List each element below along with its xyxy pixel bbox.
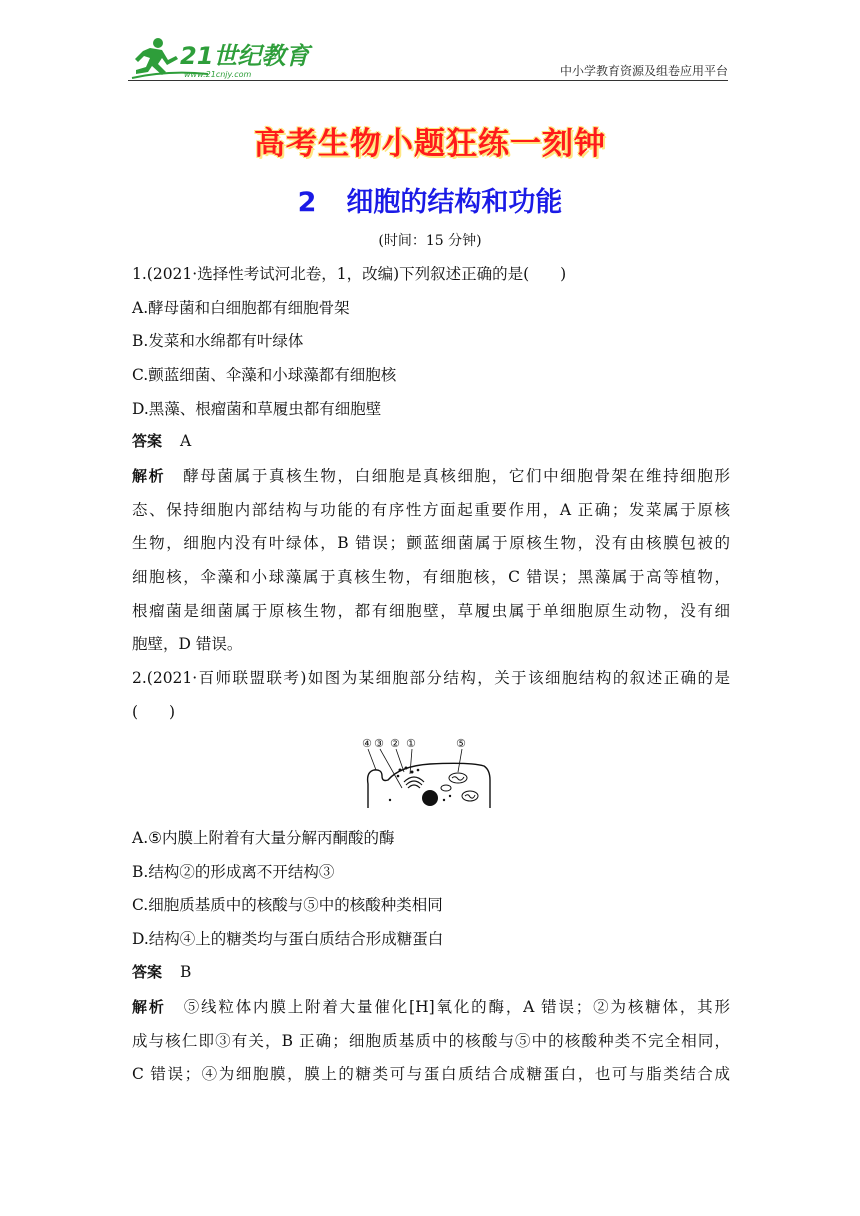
page-header	[128, 34, 728, 82]
cell-structure-figure	[360, 736, 492, 810]
analysis-line: 成与核仁即③有关，B 正确；细胞质基质中的核酸与⑤中的核酸种类不完全相同，	[132, 1032, 730, 1050]
analysis-line: 根瘤菌是细菌属于原核生物，都有细胞壁，草履虫属于单细胞原生动物，没有细	[132, 602, 730, 620]
option-c: C.颤蓝细菌、伞藻和小球藻都有细胞核	[132, 366, 397, 384]
analysis-line	[132, 464, 730, 486]
answer-label: 答案	[132, 963, 163, 981]
question-stem: 2.(2021·百师联盟联考)如图为某细胞部分结构，关于该细胞结构的叙述正确的是	[132, 669, 730, 687]
answer-row	[132, 430, 730, 451]
analysis-label: 解析	[132, 998, 166, 1016]
option-d: D.结构④上的糖类均与蛋白质结合形成糖蛋白	[132, 930, 444, 948]
analysis-line	[132, 995, 730, 1017]
analysis-text: 酵母菌属于真核生物，白细胞是真核细胞，它们中细胞骨架在维持细胞形	[183, 467, 730, 485]
option-b: B.发菜和水绵都有叶绿体	[132, 332, 304, 350]
option-b: B.结构②的形成离不开结构③	[132, 863, 335, 881]
section-title	[0, 180, 860, 219]
question-stem-cont: ( )	[132, 703, 176, 721]
answer-value: B	[180, 963, 192, 981]
answer-value: A	[180, 432, 192, 450]
option-c: C.细胞质基质中的核酸与⑤中的核酸种类相同	[132, 896, 443, 914]
figure-label-2: ②	[390, 737, 400, 750]
page-title: 高考生物小题狂练一刻钟	[254, 126, 606, 162]
time-limit: (时间：15 分钟)	[378, 233, 482, 249]
section-number: 2	[297, 187, 317, 218]
figure-label-3: ③	[374, 737, 384, 750]
analysis-line: C 错误；④为细胞膜，膜上的糖类可与蛋白质结合成糖蛋白，也可与脂类结合成	[132, 1065, 730, 1083]
analysis-label: 解析	[132, 467, 166, 485]
nucleolus	[422, 790, 438, 806]
runner-logo-icon	[128, 34, 318, 80]
figure-label-5: ⑤	[456, 737, 466, 750]
analysis-line: 细胞核，伞藻和小球藻属于真核生物，有细胞核，C 错误；黑藻属于高等植物，	[132, 568, 730, 586]
figure-label-4: ④	[362, 737, 372, 750]
header-platform-name: 中小学教育资源及组卷应用平台	[559, 64, 728, 78]
logo-wordmark: 21世纪教育	[180, 42, 310, 70]
answer-row	[132, 961, 730, 982]
golgi-apparatus	[404, 777, 424, 788]
site-logo[interactable]	[128, 34, 318, 80]
question-stem: 1.(2021·选择性考试河北卷，1，改编)下列叙述正确的是( )	[132, 265, 567, 283]
header-divider	[128, 80, 728, 81]
figure-label-1: ①	[406, 737, 416, 750]
logo-url: www.21cnjy.com	[184, 70, 252, 79]
section-name: 细胞的结构和功能	[346, 187, 563, 218]
analysis-line: 胞壁，D 错误。	[132, 635, 243, 653]
option-a: A.酵母菌和白细胞都有细胞骨架	[132, 299, 350, 317]
mitochondria	[441, 773, 478, 801]
answer-label: 答案	[132, 432, 163, 450]
analysis-line: 生物，细胞内没有叶绿体，B 错误；颤蓝细菌属于原核生物，没有由核膜包被的	[132, 534, 730, 552]
option-a: A.⑤内膜上附着有大量分解丙酮酸的酶	[132, 829, 395, 847]
analysis-text: ⑤线粒体内膜上附着大量催化[H]氧化的酶，A 错误；②为核糖体，其形	[183, 998, 730, 1016]
analysis-line: 态、保持细胞内部结构与功能的有序性方面起重要作用，A 正确；发菜属于原核	[132, 501, 730, 519]
option-d: D.黑藻、根瘤菌和草履虫都有细胞壁	[132, 400, 382, 418]
